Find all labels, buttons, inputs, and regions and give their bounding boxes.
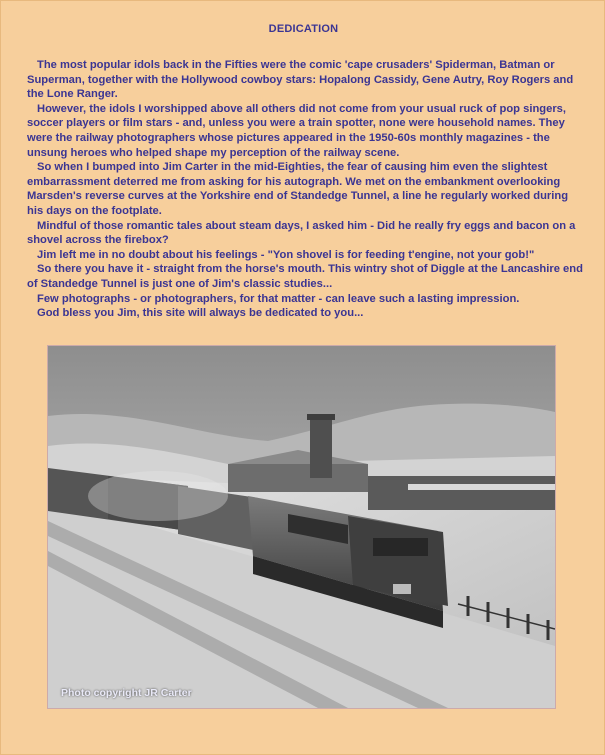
paragraph-photographers: However, the idols I worshipped above all others did not come from your usual ruck of pop singers, soccer players or film stars - and, unless you were a train spotter, none were household names. They were the railway photographers whose pictures appeared in the 1950-60s monthly magazines - the unsung heroes who helped shape my perception of the railway scene. (27, 102, 567, 159)
paragraph-answer: Jim left me in no doubt about his feelings - "Yon shovel is for feeding t'engine, not your gob!" (37, 248, 535, 261)
page-title: DEDICATION (268, 23, 339, 35)
railway-photo (48, 346, 555, 708)
photo-copyright-caption: Photo copyright JR Carter (61, 687, 192, 699)
paragraph-photo-intro: So there you have it - straight from the horse's mouth. This wintry shot of Diggle at the Lancashire end of Standedge Tunnel is just one of Jim's classic studies... (27, 263, 583, 290)
paragraph-idols: The most popular idols back in the Fifties were the comic 'cape crusaders' Spiderman, Batman or Superman, together with the Hollywood cowboy stars: Hopalong Cassidy, Gene Autry, Roy Rogers and the Lone Ranger. (27, 59, 574, 101)
dedication-text (27, 58, 587, 321)
paragraph-meeting: So when I bumped into Jim Carter in the mid-Eighties, the fear of causing him even the slightest embarrassment deterred me from asking for his autograph. We met on the embankment overlooking Marsden's reverse curves at the Yorkshire end of Standedge Tunnel, a line he regularly worked during his days on the footplate. (27, 161, 569, 217)
paragraph-question: Mindful of those romantic tales about steam days, I asked him - Did he really fry eggs and bacon on a shovel across the firebox? (27, 219, 576, 247)
paragraph-blessing: God bless you Jim, this site will always be dedicated to you... (37, 307, 364, 320)
paragraph-impression: Few photographs - or photographers, for that matter - can leave such a lasting impression. (37, 292, 520, 305)
railway-photo-illustration (48, 346, 555, 708)
